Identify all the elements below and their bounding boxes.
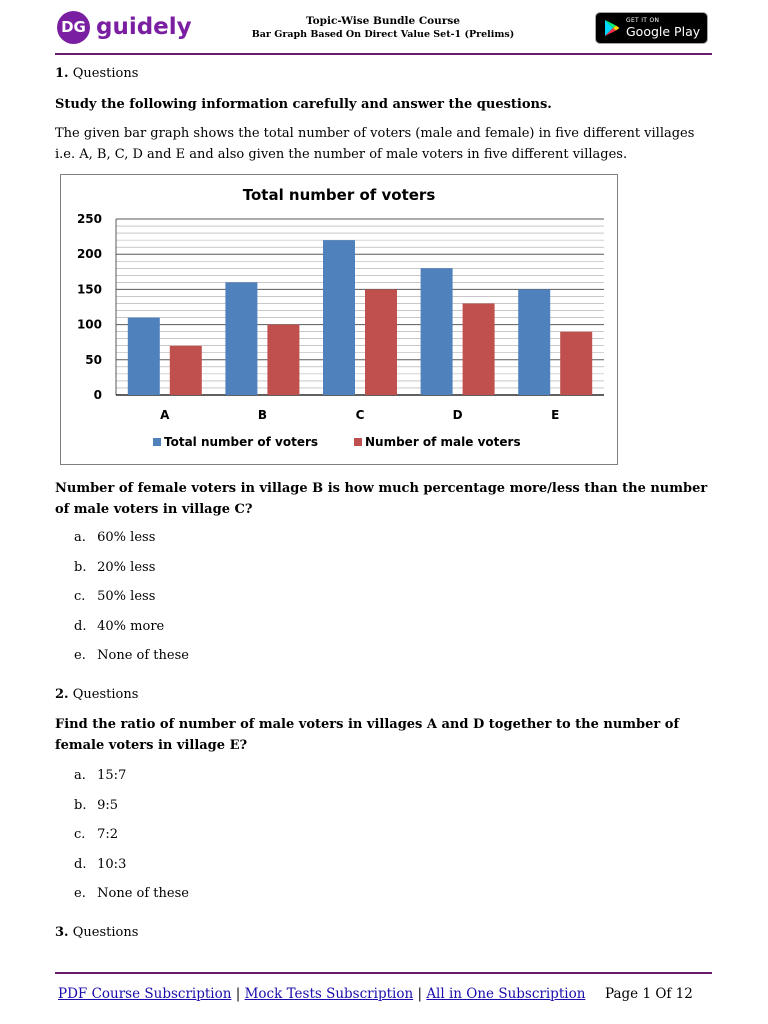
x-tick-label: E <box>551 408 560 422</box>
option-e[interactable]: e. None of these <box>74 886 189 901</box>
description-text: The given bar graph shows the total number of voters (male and female) in five different villages i.e. A, B, C, D and E and also given the number of male voters in five different villages. <box>55 126 695 162</box>
y-tick-label: 250 <box>76 212 102 226</box>
question-2-label: 2. Questions <box>55 687 139 702</box>
bar-b-series-1 <box>225 282 257 395</box>
x-tick-label: C <box>355 408 365 422</box>
bar-c-series-2 <box>365 289 397 395</box>
x-tick-label: D <box>452 408 463 422</box>
question-number: 3. <box>55 925 69 940</box>
option-b[interactable]: b. 9:5 <box>74 797 119 813</box>
question-number: 2. <box>55 687 69 702</box>
bar-b-series-2 <box>267 325 299 395</box>
option-d[interactable]: d. 40% more <box>74 618 165 634</box>
x-tick-label: A <box>160 408 170 422</box>
instruction-text: Study the following information carefully and answer the questions. <box>55 97 552 112</box>
question-1-options <box>74 530 189 678</box>
option-e[interactable]: e. None of these <box>74 648 189 663</box>
bar-d-series-1 <box>421 268 453 395</box>
option-a[interactable]: a. 60% less <box>74 530 156 545</box>
bar-e-series-2 <box>560 332 592 395</box>
guidely-logo[interactable] <box>57 10 192 44</box>
y-tick-label: 0 <box>93 388 102 402</box>
option-d[interactable]: d. 10:3 <box>74 856 127 872</box>
bar-chart <box>60 174 618 465</box>
page-number: Page 1 Of 12 <box>605 986 693 1002</box>
header-divider <box>55 53 712 55</box>
logo-mark-icon: DG <box>57 11 90 44</box>
question-number: 1. <box>55 66 69 81</box>
page-header <box>0 0 768 56</box>
option-c[interactable]: c. 7:2 <box>74 827 119 842</box>
google-play-icon <box>604 19 620 37</box>
option-c[interactable]: c. 50% less <box>74 589 156 604</box>
course-title: Topic-Wise Bundle Course <box>306 15 460 27</box>
separator: | <box>235 986 241 1002</box>
y-tick-label: 150 <box>76 282 102 297</box>
footer-links <box>58 986 585 1002</box>
bar-c-series-1 <box>323 240 355 395</box>
footer-divider <box>55 972 712 974</box>
legend-label: Total number of voters <box>164 435 319 449</box>
bar-d-series-2 <box>463 303 495 395</box>
x-tick-label: B <box>257 408 267 422</box>
y-tick-label: 50 <box>85 352 102 367</box>
y-tick-label: 100 <box>76 317 102 332</box>
question-3-label: 3. Questions <box>55 925 139 940</box>
legend-swatch-2 <box>354 438 362 446</box>
option-a[interactable]: a. 15:7 <box>74 768 127 783</box>
header-titles <box>200 15 566 41</box>
legend-label: Number of male voters <box>365 435 521 449</box>
separator: | <box>417 986 423 1002</box>
y-tick-label: 200 <box>76 247 102 262</box>
chart-svg <box>61 175 617 464</box>
mock-tests-subscription-link[interactable]: Mock Tests Subscription <box>244 986 414 1002</box>
bar-e-series-1 <box>518 289 550 395</box>
question-2-options <box>74 768 189 916</box>
question-1-label: 1. Questions <box>55 66 139 81</box>
bar-a-series-1 <box>128 318 160 395</box>
all-in-one-subscription-link[interactable]: All in One Subscription <box>426 986 586 1002</box>
logo-text: guidely <box>96 14 192 40</box>
chart-title: Total number of voters <box>242 186 436 204</box>
badge-big-text: Google Play <box>626 23 701 39</box>
question-2-text: Find the ratio of number of male voters in villages A and D together to the number of female voters in village E? <box>55 717 680 753</box>
bar-a-series-2 <box>170 346 202 395</box>
legend-swatch-1 <box>153 438 161 446</box>
course-subtitle: Bar Graph Based On Direct Value Set-1 (Prelims) <box>251 29 515 40</box>
google-play-badge[interactable] <box>595 12 708 44</box>
badge-small-text: GET IT ON <box>626 16 660 24</box>
question-1-text: Number of female voters in village B is how much percentage more/less than the number of male voters in village C? <box>55 481 708 517</box>
pdf-course-subscription-link[interactable]: PDF Course Subscription <box>58 986 232 1002</box>
option-b[interactable]: b. 20% less <box>74 559 156 575</box>
